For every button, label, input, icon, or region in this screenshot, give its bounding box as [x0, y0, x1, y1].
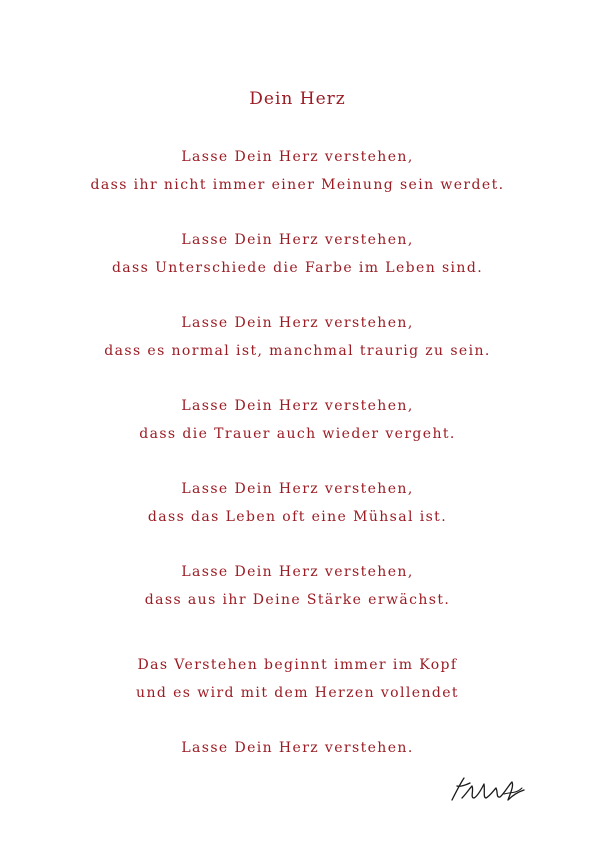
stanza-4-line-1: Lasse Dein Herz verstehen,	[181, 398, 414, 414]
stanza-5-line-1: Lasse Dein Herz verstehen,	[181, 481, 414, 497]
stanza-1-line-2: dass ihr nicht immer einer Meinung sein werdet.	[90, 177, 505, 193]
closing-line: Lasse Dein Herz verstehen.	[181, 740, 414, 756]
stanza-2-line-1: Lasse Dein Herz verstehen,	[181, 232, 414, 248]
stanza-2-line-2: dass Unterschiede die Farbe im Leben sind.	[111, 260, 484, 276]
stanza-6-line-2: dass aus ihr Deine Stärke erwächst.	[144, 592, 451, 608]
stanza-7-line-2: und es wird mit dem Herzen vollendet	[136, 685, 459, 701]
stanza-6-line-1: Lasse Dein Herz verstehen,	[181, 564, 414, 580]
handwritten-signature	[448, 772, 530, 806]
stanza-3-line-1: Lasse Dein Herz verstehen,	[181, 315, 414, 331]
stanza-1-line-1: Lasse Dein Herz verstehen,	[181, 149, 414, 165]
stanza-5-line-2: dass das Leben oft eine Mühsal ist.	[147, 509, 448, 525]
stanza-4-line-2: dass die Trauer auch wieder vergeht.	[139, 426, 456, 442]
stanza-3-line-2: dass es normal ist, manchmal traurig zu sein.	[104, 343, 491, 359]
stanza-7-line-1: Das Verstehen beginnt immer im Kopf	[137, 657, 458, 673]
poem-title: Dein Herz	[249, 89, 346, 109]
